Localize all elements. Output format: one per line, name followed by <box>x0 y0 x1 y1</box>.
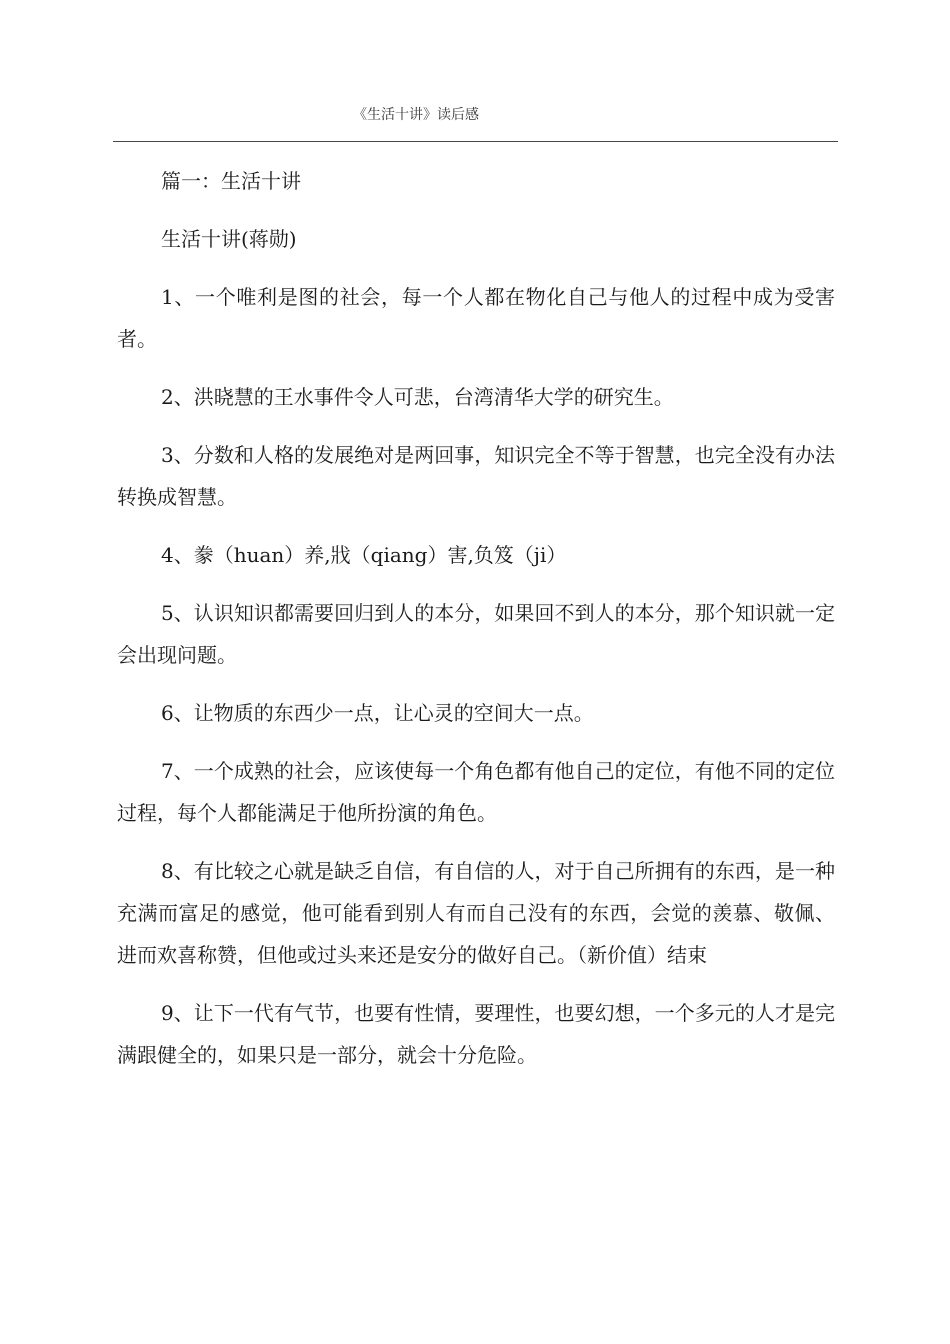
paragraph-8: 8、有比较之心就是缺乏自信，有自信的人，对于自己所拥有的东西，是一种充满而富足的感觉，他可能看到别人有而自己没有的东西，会觉的羡慕、敬佩、进而欢喜称赞，但他或过头来还是安分的做好自己。（新价值）结束 <box>117 859 835 967</box>
paragraph-3: 3、分数和人格的发展绝对是两回事，知识完全不等于智慧，也完全没有办法转换成智慧。 <box>117 443 835 509</box>
document-body <box>117 160 835 1092</box>
document-title: 《生活十讲》读后感 <box>353 107 479 123</box>
paragraph-1: 1、一个唯利是图的社会，每一个人都在物化自己与他人的过程中成为受害者。 <box>117 285 835 351</box>
section-heading: 篇一：生活十讲 <box>161 169 301 193</box>
page-header <box>0 0 950 143</box>
paragraph-5: 5、认识知识都需要回归到人的本分，如果回不到人的本分，那个知识就一定会出现问题。 <box>117 601 835 667</box>
subheading: 生活十讲(蒋勋) <box>161 227 297 251</box>
paragraph-6: 6、让物质的东西少一点，让心灵的空间大一点。 <box>161 701 594 725</box>
paragraph-7: 7、一个成熟的社会，应该使每一个角色都有他自己的定位，有他不同的定位过程，每个人都能满足于他所扮演的角色。 <box>117 759 835 825</box>
paragraph-2: 2、洪晓慧的王水事件令人可悲，台湾清华大学的研究生。 <box>161 385 674 409</box>
paragraph-4: 4、豢（huan）养,戕（qiang）害,负笈（ji） <box>161 543 567 567</box>
paragraph-9: 9、让下一代有气节，也要有性情，要理性，也要幻想，一个多元的人才是完满跟健全的，如果只是一部分，就会十分危险。 <box>117 1001 835 1067</box>
header-divider <box>113 141 838 142</box>
